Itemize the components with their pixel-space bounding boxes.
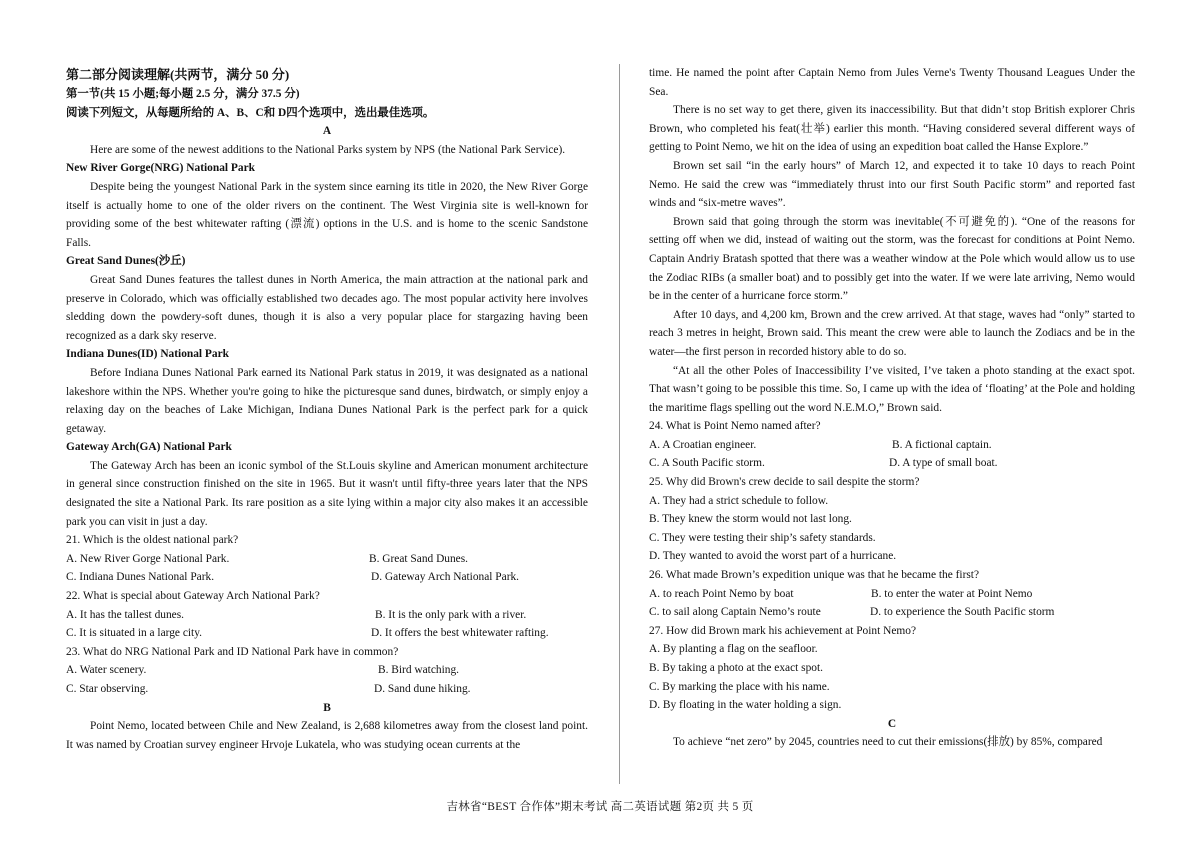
option-21d: D. Gateway Arch National Park. <box>371 571 520 584</box>
id-paragraph: Before Indiana Dunes National Park earned its National Park status in 2019, it was designated as a national lakeshore within the NPS. Whether you're going to hike the picturesque sand dunes, birdwatch, or simply enjoy a relaxing day on the beaches of Lake Michigan, Indiana Dunes National Park is the perfect park for a quick getaway. <box>66 366 588 435</box>
option-27a: A. By planting a flag on the seafloor. <box>649 643 818 656</box>
nrg-heading: New River Gorge(NRG) National Park <box>66 162 255 175</box>
option-24d: D. A type of small boat. <box>889 457 998 470</box>
question-24: 24. What is Point Nemo named after? <box>649 420 821 433</box>
question-21-options-row2 <box>66 568 588 587</box>
option-22d: D. It offers the best whitewater rafting. <box>371 627 549 640</box>
question-24-options-row2 <box>649 454 1135 473</box>
question-22: 22. What is special about Gateway Arch National Park? <box>66 590 320 603</box>
passage-b-paragraph-2: There is no set way to get there, given its inaccessibility. But that didn’t stop British explorer Chris Brown, who completed his feat(壮举) earlier this month. “Having considered several different ways of getting to Point Nemo, we hit on the idea of using an expedition boat called the Hanse Explore.” <box>649 104 1135 154</box>
id-heading: Indiana Dunes(ID) National Park <box>66 348 229 361</box>
option-25b: B. They knew the storm would not last long. <box>649 513 852 526</box>
option-26a: A. to reach Point Nemo by boat <box>649 587 794 600</box>
question-23-options-row1 <box>66 661 588 680</box>
option-23a: A. Water scenery. <box>66 664 147 677</box>
ga-heading: Gateway Arch(GA) National Park <box>66 441 232 454</box>
question-25: 25. Why did Brown's crew decide to sail despite the storm? <box>649 476 920 489</box>
passage-b-paragraph-4: Brown said that going through the storm was inevitable(不可避免的). “One of the reasons for setting off when we did, instead of waiting out the storm, was the forecast for conditions at Point Nemo. Captain Andriy Bratash spotted that there was a weather window at the Pole which would allow us to use the Zodiac RIBs (a smaller boat) and to possibly get into the water. If we were late arriving, Nemo would be in the center of a hurricane force storm.” <box>649 215 1135 303</box>
option-27c: C. By marking the place with his name. <box>649 680 830 693</box>
passage-b-paragraph-3: Brown set sail “in the early hours” of March 12, and expected it to take 10 days to reach Point Nemo. He said the crew was “immediately thrust into our first South Pacific storm” and reported fast winds and “six-metre waves”. <box>649 159 1135 210</box>
question-22-options-row1 <box>66 606 588 625</box>
passage-a-intro: Here are some of the newest additions to the National Parks system by NPS (the National Park Service). <box>90 143 566 156</box>
passage-b-paragraph-1: Point Nemo, located between Chile and New Zealand, is 2,688 kilometres away from the closest land point. It was named by Croatian survey engineer Hrvoje Lukatela, who was studying ocean currents at the <box>66 720 588 751</box>
column-divider <box>619 64 620 784</box>
option-21b: B. Great Sand Dunes. <box>369 552 469 565</box>
ga-paragraph: The Gateway Arch has been an iconic symbol of the St.Louis skyline and American monument architecture in general since construction finished on the site in 1965. But it wasn't until fifty-three years later that the NPS designated the site a National Park. Its rare position as a site lying within a major city also makes it an accessible park you can visit in just a day. <box>66 459 588 528</box>
option-26d: D. to experience the South Pacific storm <box>870 606 1055 619</box>
question-24-options-row1 <box>649 436 1135 455</box>
option-24c: C. A South Pacific storm. <box>649 457 765 470</box>
option-23b: B. Bird watching. <box>378 664 459 677</box>
question-22-options-row2 <box>66 624 588 643</box>
option-21a: A. New River Gorge National Park. <box>66 552 230 565</box>
option-23c: C. Star observing. <box>66 683 149 695</box>
option-21c: C. Indiana Dunes National Park. <box>66 571 215 584</box>
passage-b-paragraph-5: After 10 days, and 4,200 km, Brown and the crew arrived. At that stage, waves had “only” started to reach 3 metres in height, Brown said. This meant the crew were able to launch the Zodiacs and be in the water—the first person in recorded history able to do so. <box>649 308 1135 358</box>
question-26-options-row1 <box>649 585 1135 604</box>
option-26b: B. to enter the water at Point Nemo <box>871 587 1033 600</box>
question-26-options-row2 <box>649 603 1135 622</box>
question-23: 23. What do NRG National Park and ID National Park have in common? <box>66 645 399 658</box>
option-27d: D. By floating in the water holding a sign. <box>649 699 842 712</box>
passage-b-paragraph-1-continued: time. He named the point after Captain Nemo from Jules Verne's Twenty Thousand Leagues Under the Sea. <box>649 67 1135 98</box>
section-title: 第二部分阅读理解(共两节，满分 50 分) <box>66 67 290 82</box>
nrg-paragraph: Despite being the youngest National Park in the system since earning its title in 2020, the New River Gorge itself is actually home to one of the older rivers on the continent. The West Virginia site is well-known for providing some of the best whitewater rafting (漂流) options in the U.S. and is home to the scenic Sandstone Falls. <box>66 180 588 249</box>
passage-c-paragraph-1: To achieve “net zero” by 2045, countries need to cut their emissions(排放) by 85%, compared <box>673 736 1103 749</box>
option-25a: A. They had a strict schedule to follow. <box>649 494 829 507</box>
passage-b-paragraph-6: “At all the other Poles of Inaccessibility I’ve visited, I’ve taken a photo standing at the exact spot. That wasn’t going to be possible this time. So, I came up with the idea of ‘floating’ at the Pole and holding the maritime flags spelling out the word N.E.M.O,” Brown said. <box>649 364 1135 414</box>
passage-b-label: B <box>323 701 331 714</box>
instruction: 阅读下列短文，从每题所给的 A、B、C和 D四个选项中，选出最佳选项。 <box>66 106 435 119</box>
gsd-heading: Great Sand Dunes(沙丘) <box>66 255 186 268</box>
question-21-options-row1 <box>66 550 588 569</box>
gsd-paragraph: Great Sand Dunes features the tallest dunes in North America, the main attraction at the national park and preserve in Colorado, which was officially established two decades ago. The most popular activity here involves sledding down the powdery-soft dunes, though it is also a very popular place for stargazing having been recognized as a dark sky reserve. <box>66 273 588 342</box>
passage-c-label: C <box>887 717 897 730</box>
page-footer: 吉林省“BEST 合作体”期末考试 高二英语试题 第2页 共 5 页 <box>446 801 754 813</box>
question-21: 21. Which is the oldest national park? <box>66 534 239 547</box>
option-22a: A. It has the tallest dunes. <box>66 608 184 621</box>
passage-a-label: A <box>322 125 332 138</box>
option-22b: B. It is the only park with a river. <box>375 608 527 621</box>
option-26c: C. to sail along Captain Nemo’s route <box>649 606 821 619</box>
option-25d: D. They wanted to avoid the worst part of a hurricane. <box>649 550 897 563</box>
option-24b: B. A fictional captain. <box>892 438 992 451</box>
option-24a: A. A Croatian engineer. <box>649 438 757 451</box>
question-23-options-row2 <box>66 680 588 699</box>
option-25c: C. They were testing their ship’s safety standards. <box>649 531 876 544</box>
right-column <box>649 64 1135 752</box>
option-22c: C. It is situated in a large city. <box>66 627 203 640</box>
option-23d: D. Sand dune hiking. <box>374 683 471 695</box>
subsection-title: 第一节(共 15 小题;每小题 2.5 分，满分 37.5 分) <box>66 88 300 100</box>
left-column <box>66 64 588 754</box>
option-27b: B. By taking a photo at the exact spot. <box>649 662 823 674</box>
question-26: 26. What made Brown’s expedition unique was that he became the first? <box>649 569 980 582</box>
question-27: 27. How did Brown mark his achievement at Point Nemo? <box>649 624 916 637</box>
